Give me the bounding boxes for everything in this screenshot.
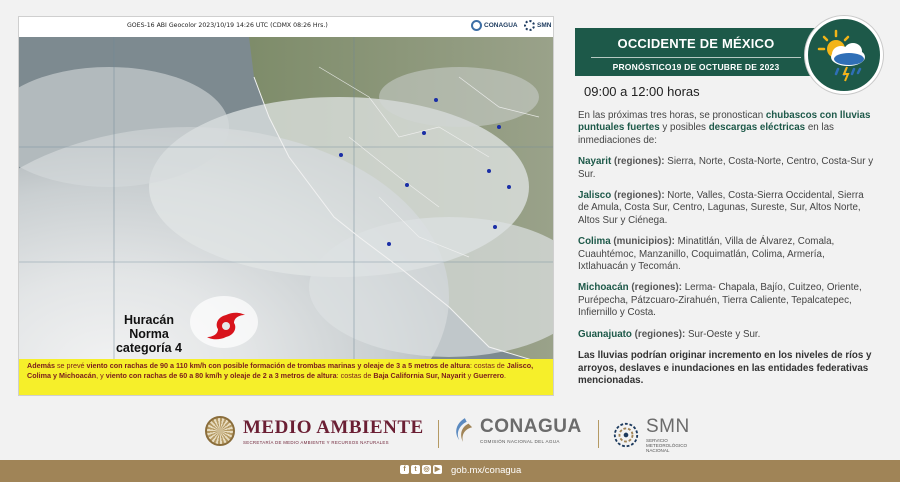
state-regions: Sierra, Norte, Costa-Norte, Centro, Costa-Sur y Sur. (578, 156, 874, 180)
final-note: Las lluvias podrían originar incremento en los niveles de ríos y arroyos, deslaves e inundaciones en las entidades federativas mencionadas. (578, 350, 872, 386)
hurricane-label-line2: Norma (129, 327, 169, 341)
footer-url-link[interactable]: gob.mx/conagua (451, 465, 522, 476)
medio-ambiente-logo (205, 416, 424, 446)
smn-text: SMN (646, 416, 690, 437)
satellite-smn-logo (524, 20, 551, 31)
medio-ambiente-text: MEDIO AMBIENTE (243, 417, 424, 438)
smn-subtext: SERVICIO METEOROLÓGICO NACIONAL (646, 438, 688, 453)
weather-badge (805, 16, 883, 94)
state-name: Michoacán (578, 282, 629, 294)
social-icons (400, 465, 442, 474)
intro-highlight-rain: chubascos con lluvias puntuales fuertes (578, 110, 871, 134)
state-tag: (regiones): (611, 190, 665, 202)
state-colima (578, 236, 876, 273)
footer-divider (598, 420, 599, 448)
smn-mark-icon (524, 20, 535, 31)
notice-part: viento con rachas de 60 a 80 km/h y oleaje de 2 a 3 metros de altura (105, 370, 337, 380)
state-guanajuato (578, 329, 876, 341)
conagua-text: CONAGUA (480, 416, 582, 437)
hurricane-label-line3: categoría 4 (115, 341, 182, 355)
facebook-icon[interactable]: f (400, 465, 409, 474)
notice-part: , y (96, 370, 106, 380)
footer-logos (0, 408, 900, 460)
state-name: Nayarit (578, 156, 612, 168)
hurricane-label (89, 313, 209, 355)
state-regions: Norte, Valles, Costa-Sierra Occidental, Sierra de Amula, Costa Sur, Centro, Lagunas, Sureste, Sur, Altos Norte, Altos Sur y Ciénega. (578, 190, 864, 226)
sun-cloud-rain-icon (816, 27, 872, 83)
conagua-mark-icon (471, 20, 482, 31)
smn-logo (612, 416, 690, 453)
conagua-logo (452, 416, 582, 444)
state-nayarit (578, 156, 876, 181)
state-tag: (regiones): (631, 328, 686, 340)
notice-part: Baja California Sur, Nayarit (373, 370, 466, 380)
intro-text-c: y posibles (659, 122, 709, 134)
instagram-icon[interactable]: ◎ (423, 466, 430, 473)
notice-part: Guerrero (473, 370, 505, 380)
state-regions: Minatitlán, Villa de Álvarez, Comala, Cuauhtémoc, Manzanillo, Coquimatlán, Colima, Armería, Ixtlahuacán y Tecomán. (578, 236, 835, 273)
notice-part: : costas de (336, 370, 374, 380)
notice-part: Jalisco, Colima y Michoacán (27, 361, 534, 380)
satellite-smn-text: SMN (537, 22, 552, 29)
state-name: Jalisco (578, 190, 612, 202)
time-range: 09:00 a 12:00 horas (584, 84, 700, 99)
satellite-title: GOES-16 ABI Geocolor 2023/10/19 14:26 UTC (CDMX 08:26 Hrs.) (127, 22, 328, 29)
satellite-panel (18, 16, 554, 396)
notice-part: Además (27, 361, 55, 370)
notice-part: viento con rachas de 90 a 110 km/h con posible formación de trombas marinas y oleaje de 3 a 5 metros de altura (86, 361, 471, 370)
forecast-header (575, 28, 817, 76)
forecast-body (578, 110, 876, 396)
national-seal-icon (205, 416, 235, 446)
medio-ambiente-subtext: SECRETARÍA DE MEDIO AMBIENTE Y RECURSOS NATURALES (243, 440, 389, 445)
footer-divider (438, 420, 439, 448)
state-name: Colima (578, 236, 611, 248)
satellite-conagua-text: CONAGUA (484, 22, 518, 29)
notice-part: : costas de (470, 361, 507, 370)
forecast-intro (578, 110, 876, 147)
notice-part: y (465, 370, 474, 380)
state-regions: Lerma- Chapala, Bajío, Cuitzeo, Oriente, Purépecha, Pátzcuaro-Zirahuén, Tierra Caliente, Tepalcatepec, Infiernillo y Costa. (578, 282, 862, 319)
wind-notice (19, 359, 554, 396)
satellite-conagua-logo (471, 20, 518, 31)
conagua-wave-icon (452, 416, 474, 444)
youtube-icon[interactable]: ▶ (434, 466, 441, 473)
notice-part: . (504, 370, 507, 380)
twitter-icon[interactable]: t (411, 465, 420, 474)
header-divider (591, 57, 801, 58)
intro-highlight-lightning: descargas eléctricas (708, 122, 806, 134)
hurricane-icon (206, 307, 246, 347)
state-tag: (regiones): (628, 282, 682, 294)
state-regions: Sur-Oeste y Sur. (685, 328, 761, 340)
hurricane-label-line1: Huracán (123, 313, 175, 327)
conagua-subtext: COMISIÓN NACIONAL DEL AGUA (480, 439, 560, 444)
state-michoacan (578, 282, 876, 319)
forecast-date: PRONÓSTICO19 DE OCTUBRE DE 2023 (612, 62, 780, 72)
smn-spiral-icon (612, 421, 640, 449)
intro-text-a: En las próximas tres horas, se pronostican (578, 110, 766, 121)
notice-part: se prevé (54, 361, 87, 370)
state-tag: (regiones): (611, 156, 665, 168)
state-name: Guanajuato (578, 328, 632, 340)
intro-text-e: en las inmediaciones de: (578, 122, 834, 146)
state-tag: (municipios): (610, 236, 675, 248)
state-jalisco (578, 190, 876, 227)
region-title: OCCIDENTE DE MÉXICO (617, 36, 775, 51)
satellite-header (19, 17, 554, 37)
footer-bar (0, 460, 900, 482)
